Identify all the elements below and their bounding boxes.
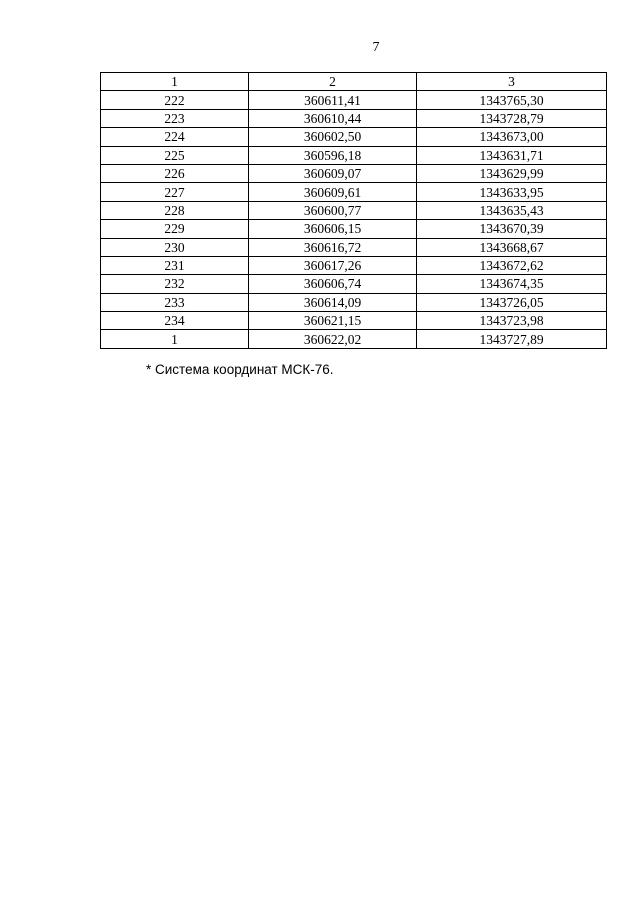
table-row — [101, 146, 607, 164]
table-row — [101, 128, 607, 146]
column-header-x: 2 — [249, 73, 417, 91]
y-coordinate-cell: 1343629,99 — [417, 164, 607, 182]
x-coordinate-cell: 360622,02 — [249, 330, 417, 348]
point-number-cell: 230 — [101, 238, 249, 256]
page-number: 7 — [372, 40, 380, 55]
column-header-point-number: 1 — [101, 73, 249, 91]
table-row — [101, 109, 607, 127]
point-number-cell: 222 — [101, 91, 249, 109]
table-row — [101, 91, 607, 109]
table-row — [101, 164, 607, 182]
y-coordinate-cell: 1343633,95 — [417, 183, 607, 201]
x-coordinate-cell: 360606,15 — [249, 220, 417, 238]
y-coordinate-cell: 1343668,67 — [417, 238, 607, 256]
point-number-cell: 229 — [101, 220, 249, 238]
x-coordinate-cell: 360617,26 — [249, 256, 417, 274]
y-coordinate-cell: 1343723,98 — [417, 312, 607, 330]
table-row — [101, 275, 607, 293]
x-coordinate-cell: 360614,09 — [249, 293, 417, 311]
table-row — [101, 293, 607, 311]
table-row — [101, 220, 607, 238]
y-coordinate-cell: 1343728,79 — [417, 109, 607, 127]
y-coordinate-cell: 1343674,35 — [417, 275, 607, 293]
table-row — [101, 201, 607, 219]
x-coordinate-cell: 360611,41 — [249, 91, 417, 109]
y-coordinate-cell: 1343635,43 — [417, 201, 607, 219]
point-number-cell: 223 — [101, 109, 249, 127]
point-number-cell: 232 — [101, 275, 249, 293]
point-number-cell: 233 — [101, 293, 249, 311]
point-number-cell: 227 — [101, 183, 249, 201]
point-number-cell: 231 — [101, 256, 249, 274]
point-number-cell: 228 — [101, 201, 249, 219]
x-coordinate-cell: 360616,72 — [249, 238, 417, 256]
x-coordinate-cell: 360621,15 — [249, 312, 417, 330]
x-coordinate-cell: 360596,18 — [249, 146, 417, 164]
point-number-cell: 224 — [101, 128, 249, 146]
coordinates-table — [100, 72, 607, 349]
y-coordinate-cell: 1343727,89 — [417, 330, 607, 348]
table-row — [101, 183, 607, 201]
point-number-cell: 225 — [101, 146, 249, 164]
y-coordinate-cell: 1343670,39 — [417, 220, 607, 238]
y-coordinate-cell: 1343672,62 — [417, 256, 607, 274]
x-coordinate-cell: 360600,77 — [249, 201, 417, 219]
table-row — [101, 256, 607, 274]
table-row — [101, 312, 607, 330]
x-coordinate-cell: 360609,61 — [249, 183, 417, 201]
y-coordinate-cell: 1343631,71 — [417, 146, 607, 164]
column-header-y: 3 — [417, 73, 607, 91]
y-coordinate-cell: 1343765,30 — [417, 91, 607, 109]
coordinate-system-footnote: * Система координат МСК-76. — [146, 362, 334, 377]
x-coordinate-cell: 360602,50 — [249, 128, 417, 146]
x-coordinate-cell: 360609,07 — [249, 164, 417, 182]
coordinates-table-body — [101, 73, 607, 349]
point-number-cell: 1 — [101, 330, 249, 348]
x-coordinate-cell: 360610,44 — [249, 109, 417, 127]
table-header-row — [101, 73, 607, 91]
y-coordinate-cell: 1343726,05 — [417, 293, 607, 311]
x-coordinate-cell: 360606,74 — [249, 275, 417, 293]
point-number-cell: 226 — [101, 164, 249, 182]
point-number-cell: 234 — [101, 312, 249, 330]
y-coordinate-cell: 1343673,00 — [417, 128, 607, 146]
table-row — [101, 238, 607, 256]
table-row — [101, 330, 607, 348]
